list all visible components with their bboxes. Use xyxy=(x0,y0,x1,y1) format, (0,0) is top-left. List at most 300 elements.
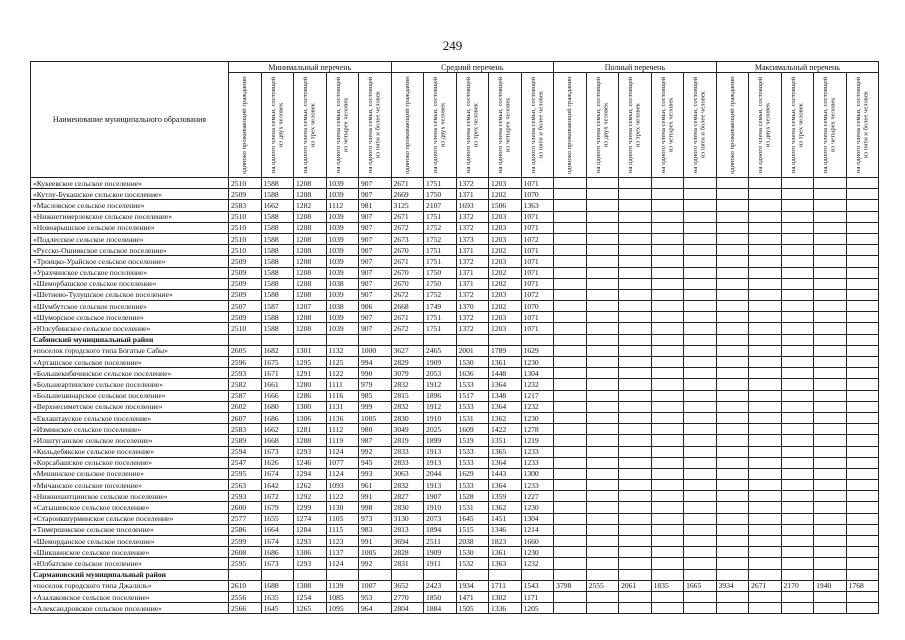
value-cell xyxy=(814,289,847,300)
value-cell xyxy=(489,334,522,345)
municipality-name: «Большекибячинское сельское поселение» xyxy=(31,368,229,379)
value-cell: 1372 xyxy=(456,289,489,300)
value-cell xyxy=(586,569,619,580)
value-cell xyxy=(554,558,587,569)
value-cell: 1362 xyxy=(489,412,522,423)
value-cell: 2509 xyxy=(229,267,262,278)
value-cell xyxy=(684,211,717,222)
value-cell xyxy=(391,569,424,580)
value-cell xyxy=(716,189,749,200)
value-cell: 2671 xyxy=(391,256,424,267)
value-cell xyxy=(814,256,847,267)
subcolumn-header: на одного члена семьи, состоящей из пяти и более человек xyxy=(359,73,392,178)
value-cell: 998 xyxy=(359,502,392,513)
value-cell: 1363 xyxy=(489,558,522,569)
value-cell xyxy=(619,513,652,524)
value-cell: 1203 xyxy=(489,289,522,300)
value-cell xyxy=(619,480,652,491)
subcolumn-header: на одного члена семьи, состоящей из пяти и более человек xyxy=(521,73,554,178)
value-cell xyxy=(326,569,359,580)
municipality-name: «Нижнешитцинское сельское поселение» xyxy=(31,491,229,502)
value-cell: 1674 xyxy=(261,536,294,547)
value-cell: 1077 xyxy=(326,457,359,468)
value-cell: 2832 xyxy=(391,379,424,390)
value-cell xyxy=(684,603,717,614)
value-cell xyxy=(554,502,587,513)
value-cell: 1519 xyxy=(456,435,489,446)
value-cell: 1506 xyxy=(489,200,522,211)
value-cell: 1588 xyxy=(261,267,294,278)
value-cell xyxy=(684,536,717,547)
value-cell: 1122 xyxy=(326,491,359,502)
value-cell: 2587 xyxy=(229,390,262,401)
value-cell: 1232 xyxy=(521,558,554,569)
value-cell: 1934 xyxy=(456,580,489,591)
value-cell xyxy=(619,200,652,211)
value-cell xyxy=(781,211,814,222)
table-row xyxy=(31,301,879,312)
value-cell xyxy=(619,301,652,312)
municipality-name: «поселок городского типа Джалиль» xyxy=(31,580,229,591)
column-group-header: Средний перечень xyxy=(391,62,554,73)
value-cell xyxy=(651,189,684,200)
table-row xyxy=(31,211,879,222)
value-cell xyxy=(684,569,717,580)
value-cell: 1371 xyxy=(456,267,489,278)
value-cell: 1372 xyxy=(456,178,489,189)
value-cell: 1680 xyxy=(261,401,294,412)
value-cell: 1203 xyxy=(489,323,522,334)
municipality-name: «Изминское сельское поселение» xyxy=(31,424,229,435)
municipality-name: «Арташское сельское поселение» xyxy=(31,357,229,368)
value-cell: 1039 xyxy=(326,312,359,323)
value-cell xyxy=(781,233,814,244)
table-row xyxy=(31,401,879,412)
value-cell xyxy=(586,289,619,300)
value-cell xyxy=(554,390,587,401)
value-cell xyxy=(586,345,619,356)
municipality-name: «Подлесское сельское поселение» xyxy=(31,233,229,244)
value-cell: 1071 xyxy=(521,312,554,323)
value-cell: 1749 xyxy=(424,301,457,312)
value-cell xyxy=(619,334,652,345)
value-cell: 1531 xyxy=(456,412,489,423)
municipality-name: «Александровское сельское поселение» xyxy=(31,603,229,614)
value-cell: 1751 xyxy=(424,211,457,222)
value-cell: 1588 xyxy=(261,289,294,300)
value-cell: 973 xyxy=(359,513,392,524)
value-cell: 1131 xyxy=(326,401,359,412)
table-row xyxy=(31,278,879,289)
municipality-name: «Юлбатское сельское поселение» xyxy=(31,558,229,569)
value-cell: 3798 xyxy=(554,580,587,591)
value-cell: 1626 xyxy=(261,457,294,468)
value-cell xyxy=(749,312,782,323)
value-cell xyxy=(619,379,652,390)
value-cell: 2589 xyxy=(229,435,262,446)
value-cell: 1588 xyxy=(261,222,294,233)
value-cell: 1588 xyxy=(261,189,294,200)
value-cell xyxy=(716,278,749,289)
data-table xyxy=(30,61,879,614)
value-cell: 1361 xyxy=(489,547,522,558)
value-cell: 1443 xyxy=(489,468,522,479)
value-cell xyxy=(651,312,684,323)
value-cell xyxy=(586,301,619,312)
value-cell xyxy=(749,468,782,479)
value-cell xyxy=(684,323,717,334)
value-cell: 2605 xyxy=(229,345,262,356)
value-cell xyxy=(781,390,814,401)
value-cell xyxy=(716,289,749,300)
value-cell xyxy=(294,569,327,580)
value-cell xyxy=(846,558,879,569)
value-cell: 2061 xyxy=(619,580,652,591)
value-cell: 1587 xyxy=(261,301,294,312)
value-cell xyxy=(781,368,814,379)
value-cell: 1071 xyxy=(521,267,554,278)
value-cell xyxy=(781,289,814,300)
value-cell xyxy=(554,491,587,502)
value-cell: 1208 xyxy=(294,289,327,300)
subcolumn-header: на одного члена семьи, состоящей из трех человек xyxy=(294,73,327,178)
value-cell xyxy=(619,401,652,412)
value-cell xyxy=(781,513,814,524)
value-cell xyxy=(229,334,262,345)
value-cell xyxy=(651,435,684,446)
column-group-header: Полный перечень xyxy=(554,62,717,73)
value-cell xyxy=(716,301,749,312)
value-cell xyxy=(716,558,749,569)
table-row xyxy=(31,357,879,368)
value-cell xyxy=(749,513,782,524)
table-row xyxy=(31,536,879,547)
value-cell: 2669 xyxy=(391,189,424,200)
value-cell: 1533 xyxy=(456,446,489,457)
value-cell: 1629 xyxy=(521,345,554,356)
value-cell: 1896 xyxy=(424,390,457,401)
value-cell: 1208 xyxy=(294,222,327,233)
subcolumn-header: на одного члена семьи, состоящей из четырех человек xyxy=(326,73,359,178)
value-cell: 1751 xyxy=(424,256,457,267)
value-cell: 1230 xyxy=(521,357,554,368)
value-cell: 2556 xyxy=(229,591,262,602)
value-cell: 1789 xyxy=(489,345,522,356)
value-cell: 1265 xyxy=(294,603,327,614)
municipality-name: «Урахчинское сельское поселение» xyxy=(31,267,229,278)
value-cell: 1910 xyxy=(424,412,457,423)
value-cell: 907 xyxy=(359,312,392,323)
value-cell xyxy=(586,390,619,401)
subcolumn-header: на одного члена семьи, состоящей из четырех человек xyxy=(489,73,522,178)
value-cell: 1673 xyxy=(261,446,294,457)
value-cell xyxy=(781,189,814,200)
value-cell xyxy=(781,603,814,614)
municipality-name: «Шумбутское сельское поселение» xyxy=(31,301,229,312)
value-cell xyxy=(684,278,717,289)
value-cell: 3049 xyxy=(391,424,424,435)
municipality-name: «Новоарышское сельское поселение» xyxy=(31,222,229,233)
value-cell xyxy=(716,211,749,222)
value-cell xyxy=(554,513,587,524)
table-row xyxy=(31,446,879,457)
value-cell xyxy=(814,502,847,513)
value-cell: 1372 xyxy=(456,323,489,334)
value-cell: 1530 xyxy=(456,547,489,558)
value-cell: 979 xyxy=(359,379,392,390)
value-cell: 1227 xyxy=(521,491,554,502)
municipality-name: «Русско-Ошнякское сельское поселение» xyxy=(31,245,229,256)
value-cell: 1230 xyxy=(521,547,554,558)
value-cell: 1532 xyxy=(456,558,489,569)
value-cell xyxy=(651,323,684,334)
value-cell xyxy=(554,480,587,491)
value-cell xyxy=(716,591,749,602)
value-cell: 2510 xyxy=(229,233,262,244)
value-cell xyxy=(651,368,684,379)
value-cell xyxy=(684,245,717,256)
value-cell: 2673 xyxy=(391,233,424,244)
value-cell: 1005 xyxy=(359,412,392,423)
value-cell xyxy=(749,357,782,368)
value-cell xyxy=(586,502,619,513)
value-cell xyxy=(651,536,684,547)
section-row xyxy=(31,569,879,580)
value-cell: 1304 xyxy=(521,368,554,379)
value-cell: 2670 xyxy=(391,278,424,289)
page-number: 249 xyxy=(442,38,463,53)
value-cell xyxy=(651,446,684,457)
value-cell xyxy=(814,267,847,278)
table-row xyxy=(31,200,879,211)
value-cell: 1823 xyxy=(489,536,522,547)
value-cell: 1711 xyxy=(489,580,522,591)
value-cell: 1913 xyxy=(424,457,457,468)
value-cell xyxy=(781,435,814,446)
value-cell xyxy=(619,502,652,513)
value-cell: 1203 xyxy=(489,178,522,189)
value-cell xyxy=(651,591,684,602)
subcolumn-header: на одного члена семьи, состоящей из четырех человек xyxy=(814,73,847,178)
table-row xyxy=(31,547,879,558)
municipality-name: «Большеартинское сельское поселение» xyxy=(31,379,229,390)
value-cell xyxy=(554,357,587,368)
value-cell xyxy=(749,256,782,267)
value-cell xyxy=(814,513,847,524)
municipality-name: «Нижнетимерлекское сельское поселение» xyxy=(31,211,229,222)
value-cell xyxy=(684,513,717,524)
value-cell: 2600 xyxy=(229,502,262,513)
value-cell xyxy=(749,536,782,547)
value-cell xyxy=(684,480,717,491)
value-cell xyxy=(781,468,814,479)
value-cell: 1095 xyxy=(326,603,359,614)
value-cell: 907 xyxy=(359,278,392,289)
value-cell xyxy=(651,468,684,479)
value-cell: 1913 xyxy=(424,446,457,457)
value-cell xyxy=(846,357,879,368)
value-cell: 1750 xyxy=(424,189,457,200)
value-cell xyxy=(814,278,847,289)
value-cell: 1232 xyxy=(521,401,554,412)
table-row xyxy=(31,457,879,468)
value-cell: 1372 xyxy=(456,222,489,233)
value-cell xyxy=(456,334,489,345)
value-cell xyxy=(846,603,879,614)
value-cell xyxy=(651,256,684,267)
value-cell: 1124 xyxy=(326,446,359,457)
value-cell xyxy=(846,312,879,323)
value-cell xyxy=(619,524,652,535)
value-cell xyxy=(326,334,359,345)
table-row xyxy=(31,513,879,524)
value-cell: 1672 xyxy=(261,491,294,502)
value-cell xyxy=(651,491,684,502)
value-cell: 2819 xyxy=(391,435,424,446)
value-cell xyxy=(651,502,684,513)
value-cell: 1202 xyxy=(489,189,522,200)
value-cell: 1071 xyxy=(521,256,554,267)
value-cell xyxy=(684,222,717,233)
value-cell xyxy=(814,245,847,256)
value-cell: 2670 xyxy=(391,245,424,256)
value-cell: 2770 xyxy=(391,591,424,602)
value-cell: 1364 xyxy=(489,480,522,491)
value-cell xyxy=(554,379,587,390)
header-row-groups xyxy=(31,62,879,73)
value-cell: 2607 xyxy=(229,412,262,423)
value-cell xyxy=(716,446,749,457)
value-cell: 1751 xyxy=(424,245,457,256)
value-cell: 1072 xyxy=(521,233,554,244)
value-cell xyxy=(619,457,652,468)
value-cell: 1208 xyxy=(294,278,327,289)
value-cell: 1675 xyxy=(261,357,294,368)
subcolumn-header: одиноко проживающий гражданин xyxy=(716,73,749,178)
value-cell xyxy=(846,211,879,222)
value-cell: 1530 xyxy=(456,357,489,368)
value-cell xyxy=(359,334,392,345)
value-cell xyxy=(716,390,749,401)
value-cell xyxy=(554,591,587,602)
value-cell xyxy=(846,468,879,479)
table-row xyxy=(31,468,879,479)
value-cell: 1370 xyxy=(456,301,489,312)
value-cell xyxy=(716,334,749,345)
value-cell xyxy=(781,502,814,513)
value-cell xyxy=(586,435,619,446)
value-cell xyxy=(619,357,652,368)
value-cell: 1288 xyxy=(294,435,327,446)
value-cell: 2827 xyxy=(391,491,424,502)
value-cell xyxy=(781,267,814,278)
value-cell xyxy=(554,256,587,267)
value-cell xyxy=(781,222,814,233)
value-cell: 906 xyxy=(359,301,392,312)
value-cell: 1365 xyxy=(489,446,522,457)
value-cell: 2671 xyxy=(391,312,424,323)
value-cell: 1000 xyxy=(359,345,392,356)
value-cell xyxy=(359,569,392,580)
value-cell: 1835 xyxy=(651,580,684,591)
value-cell: 1642 xyxy=(261,480,294,491)
value-cell: 1208 xyxy=(294,211,327,222)
value-cell xyxy=(619,267,652,278)
subcolumn-header: на одного члена семьи, состоящей из двух человек xyxy=(749,73,782,178)
value-cell: 2555 xyxy=(586,580,619,591)
value-cell: 2509 xyxy=(229,278,262,289)
value-cell: 907 xyxy=(359,323,392,334)
subcolumn-header: на одного члена семьи, состоящей из двух человек xyxy=(424,73,457,178)
value-cell: 2507 xyxy=(229,301,262,312)
value-cell: 1274 xyxy=(294,513,327,524)
value-cell xyxy=(749,278,782,289)
value-cell xyxy=(619,446,652,457)
subcolumn-header: на одного члена семьи, состоящей из двух человек xyxy=(586,73,619,178)
value-cell: 2594 xyxy=(229,446,262,457)
value-cell xyxy=(716,480,749,491)
value-cell: 1284 xyxy=(294,524,327,535)
value-cell xyxy=(554,334,587,345)
value-cell: 1230 xyxy=(521,502,554,513)
value-cell: 1093 xyxy=(326,480,359,491)
value-cell xyxy=(781,323,814,334)
value-cell xyxy=(781,345,814,356)
value-cell xyxy=(684,468,717,479)
value-cell: 999 xyxy=(359,401,392,412)
value-cell xyxy=(586,524,619,535)
value-cell xyxy=(554,278,587,289)
value-cell xyxy=(294,334,327,345)
value-cell xyxy=(781,200,814,211)
value-cell: 3130 xyxy=(391,513,424,524)
value-cell: 2833 xyxy=(391,446,424,457)
value-cell: 1543 xyxy=(521,580,554,591)
value-cell: 1371 xyxy=(456,278,489,289)
table-row xyxy=(31,502,879,513)
subcolumn-header: одиноко проживающий гражданин xyxy=(229,73,262,178)
value-cell xyxy=(684,368,717,379)
value-cell xyxy=(749,412,782,423)
value-cell xyxy=(716,368,749,379)
value-cell xyxy=(846,569,879,580)
value-cell: 2596 xyxy=(229,357,262,368)
value-cell xyxy=(781,491,814,502)
value-cell: 1294 xyxy=(294,468,327,479)
value-cell: 945 xyxy=(359,457,392,468)
value-cell xyxy=(521,334,554,345)
value-cell: 2832 xyxy=(391,480,424,491)
value-cell: 1112 xyxy=(326,200,359,211)
municipality-name: «Шеморбашское сельское поселение» xyxy=(31,278,229,289)
value-cell: 1071 xyxy=(521,278,554,289)
column-header-name: Наименование муниципального образования xyxy=(31,62,229,178)
value-cell xyxy=(651,513,684,524)
value-cell xyxy=(554,569,587,580)
value-cell: 1588 xyxy=(261,312,294,323)
value-cell xyxy=(814,468,847,479)
value-cell xyxy=(586,603,619,614)
value-cell xyxy=(554,457,587,468)
value-cell xyxy=(619,591,652,602)
value-cell: 1202 xyxy=(489,267,522,278)
value-cell: 1533 xyxy=(456,457,489,468)
value-cell xyxy=(814,480,847,491)
value-cell: 2509 xyxy=(229,312,262,323)
value-cell: 1203 xyxy=(489,256,522,267)
value-cell xyxy=(651,278,684,289)
value-cell: 1768 xyxy=(846,580,879,591)
